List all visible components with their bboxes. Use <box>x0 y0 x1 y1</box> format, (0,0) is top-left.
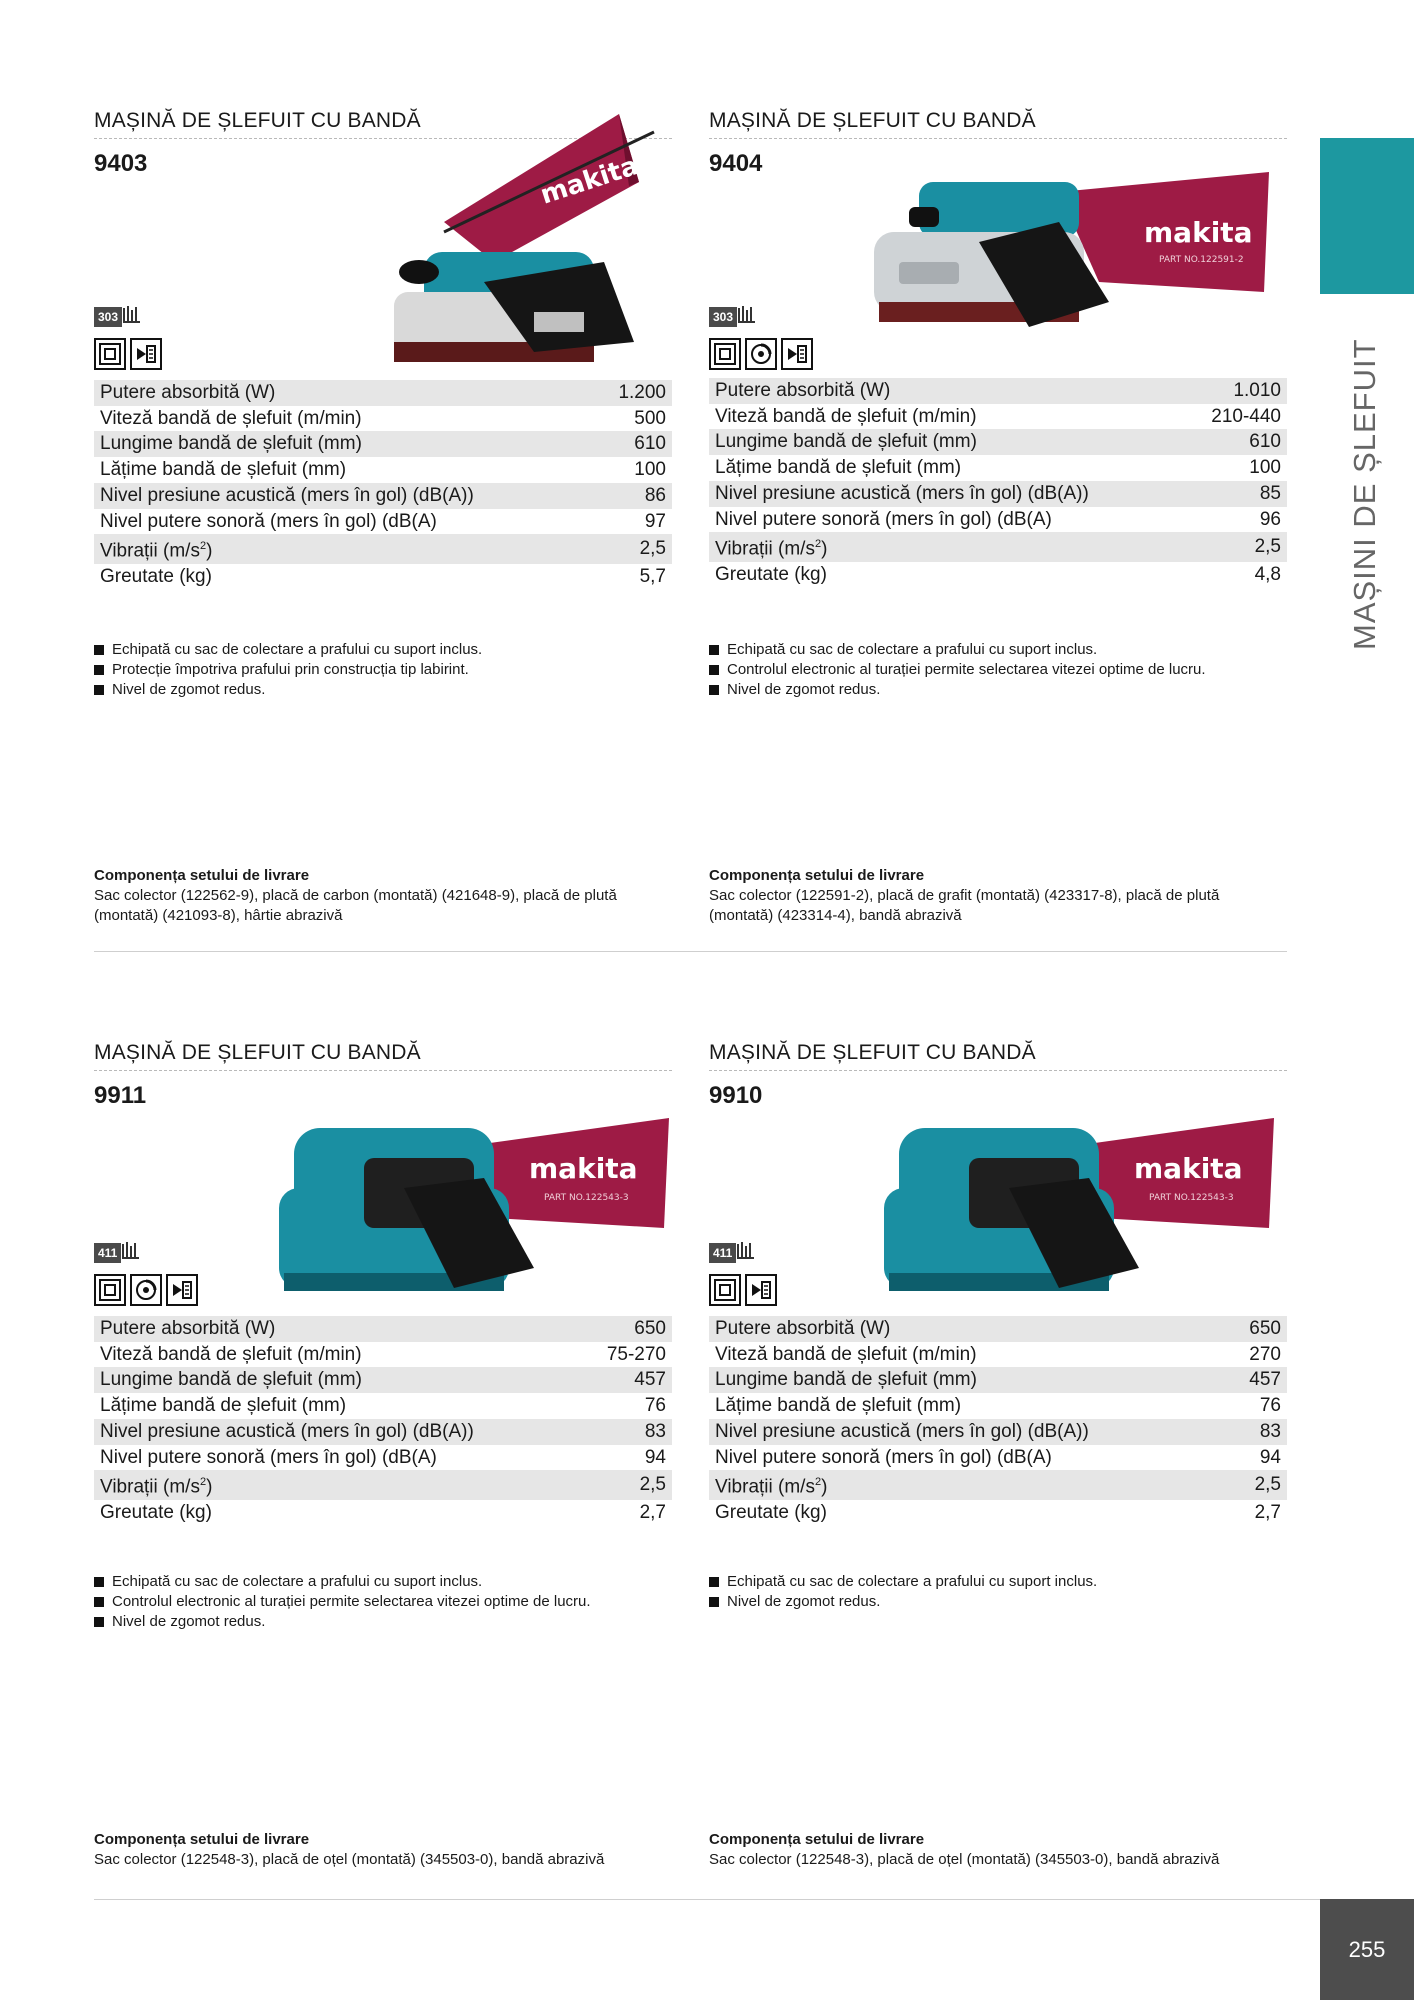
product-heading: MAȘINĂ DE ȘLEFUIT CU BANDĂ <box>94 104 672 139</box>
divider <box>94 1899 1320 1900</box>
spec-label <box>709 455 1186 481</box>
spec-label-text: Viteză bandă de șlefuit (m/min) <box>100 1343 362 1365</box>
speed-control-icon <box>130 1274 162 1306</box>
feature-list <box>94 640 482 700</box>
feature-list <box>94 1572 591 1632</box>
double-insulation-icon <box>709 338 741 370</box>
feature-icons <box>94 338 162 370</box>
spec-label <box>94 1470 582 1500</box>
spec-label-text: Viteză bandă de șlefuit (m/min) <box>715 405 977 427</box>
spec-row <box>94 457 672 483</box>
spec-value: 457 <box>1228 1367 1287 1393</box>
double-insulation-icon <box>94 338 126 370</box>
catalog-code-badge: 303 <box>94 307 122 327</box>
model-number: 9403 <box>94 150 148 177</box>
spec-row <box>94 1342 672 1368</box>
spec-label <box>709 1342 1228 1368</box>
spec-label-text: Nivel putere sonoră (mers în gol) (dB(A) <box>100 510 437 532</box>
spec-label-end: ) <box>206 1476 213 1498</box>
divider <box>94 951 1287 952</box>
spec-label-text: Greutate (kg) <box>715 564 827 586</box>
spec-label-text: Vibrații (m/s <box>715 538 815 560</box>
spec-label <box>94 1419 582 1445</box>
spec-label-text: Putere absorbită (W) <box>100 382 276 403</box>
spec-label <box>709 1500 1228 1526</box>
spec-value: 83 <box>582 1419 672 1445</box>
spec-row <box>94 1419 672 1445</box>
spec-row <box>94 1316 672 1342</box>
spec-value: 2,7 <box>639 1502 666 1524</box>
spec-label <box>709 1419 1228 1445</box>
spec-label-text: Lățime bandă de șlefuit (mm) <box>100 459 347 481</box>
spec-row <box>709 404 1287 430</box>
feature-item: Nivel de zgomot redus. <box>94 680 482 700</box>
svg-text:makita: makita <box>536 150 643 211</box>
spec-label-text: Lungime bandă de șlefuit (mm) <box>100 1369 362 1391</box>
spec-value: 500 <box>634 407 666 429</box>
svg-text:PART NO.122543-3: PART NO.122543-3 <box>544 1193 629 1203</box>
svg-text:makita: makita <box>1134 1152 1243 1185</box>
catalog-code <box>94 304 142 329</box>
spec-value: 2,7 <box>1254 1502 1281 1524</box>
spec-label <box>94 1367 582 1393</box>
feature-item: Nivel de zgomot redus. <box>94 1612 591 1632</box>
svg-text:PART NO.122543-3: PART NO.122543-3 <box>1149 1193 1234 1203</box>
spec-row <box>94 534 672 564</box>
delivery-set-text: Sac colector (122591-2), placă de grafit (montată) (423317-8), placă de plută (montată) (423314-4), bandă abrazivă <box>709 887 1220 924</box>
spec-label-text: Vibrații (m/s <box>715 1476 815 1498</box>
spec-row <box>94 564 672 590</box>
spec-label-sup: 2 <box>199 540 207 553</box>
spec-label-text: Nivel presiune acustică (mers în gol) (dB(A)) <box>715 1420 1089 1442</box>
spec-label <box>709 1393 1228 1419</box>
spec-row <box>94 1393 672 1419</box>
delivery-set-title: Componența setului de livrare <box>709 867 925 884</box>
spec-label <box>709 562 1186 588</box>
spec-row <box>94 1500 672 1526</box>
product-card <box>94 104 672 924</box>
spec-label <box>94 1393 582 1419</box>
spec-row <box>709 532 1287 562</box>
spec-value: 4,8 <box>1254 564 1281 586</box>
spec-label-text: Vibrații (m/s <box>100 1476 200 1498</box>
belt-tracking-icon <box>781 338 813 370</box>
spec-label <box>709 429 1186 455</box>
spec-label-sup: 2 <box>199 1476 207 1489</box>
spec-label-text: Lățime bandă de șlefuit (mm) <box>100 1395 347 1417</box>
product-image <box>274 1108 669 1308</box>
spec-table <box>94 1316 672 1526</box>
spec-label-text: Viteză bandă de șlefuit (m/min) <box>100 407 362 429</box>
spec-label-text: Nivel putere sonoră (mers în gol) (dB(A) <box>715 508 1052 530</box>
spec-label <box>709 378 1186 404</box>
model-number: 9911 <box>94 1082 147 1109</box>
feature-item: Protecție împotriva prafului prin construcția tip labirint. <box>94 660 482 680</box>
spec-row <box>709 1445 1287 1471</box>
product-card <box>709 104 1287 924</box>
spec-value: 457 <box>582 1367 672 1393</box>
spec-label-text: Nivel presiune acustică (mers în gol) (dB(A)) <box>715 482 1089 504</box>
spec-value: 2,5 <box>1228 1470 1287 1500</box>
double-insulation-icon <box>94 1274 126 1306</box>
spec-row <box>709 1316 1287 1342</box>
spec-value: 2,5 <box>582 1470 672 1500</box>
spec-row <box>709 455 1287 481</box>
product-heading: MAȘINĂ DE ȘLEFUIT CU BANDĂ <box>94 1036 672 1071</box>
spec-value: 2,5 <box>595 534 672 564</box>
spec-label-end: ) <box>206 540 213 562</box>
spec-value: 1.200 <box>595 380 672 406</box>
spec-row <box>709 1342 1287 1368</box>
spec-value: 610 <box>595 431 672 457</box>
spec-label-end: ) <box>821 1476 828 1498</box>
delivery-set-text: Sac colector (122548-3), placă de oțel (montată) (345503-0), bandă abrazivă <box>709 1851 1220 1868</box>
product-card <box>709 1036 1287 1868</box>
spec-label <box>94 1445 582 1471</box>
spec-row <box>709 1393 1287 1419</box>
spec-label <box>94 406 595 432</box>
spec-row <box>709 1470 1287 1500</box>
spec-label <box>709 404 1186 430</box>
belt-symbol-icon <box>121 1240 141 1265</box>
spec-value: 270 <box>1249 1343 1281 1365</box>
delivery-set <box>709 1830 1287 1870</box>
catalog-code-badge: 411 <box>94 1243 121 1263</box>
spec-label-text: Nivel presiune acustică (mers în gol) (dB(A)) <box>100 484 474 506</box>
spec-row <box>94 406 672 432</box>
delivery-set <box>94 866 672 926</box>
section-tab <box>1320 138 1414 294</box>
spec-label-text: Lungime bandă de șlefuit (mm) <box>715 431 977 453</box>
belt-symbol-icon <box>122 304 142 329</box>
spec-value: 100 <box>634 459 666 481</box>
spec-label-text: Greutate (kg) <box>100 566 212 588</box>
delivery-set-text: Sac colector (122548-3), placă de oțel (montată) (345503-0), bandă abrazivă <box>94 1851 605 1868</box>
spec-label <box>709 532 1186 562</box>
feature-icons <box>709 338 813 370</box>
feature-item: Echipată cu sac de colectare a prafului cu suport inclus. <box>709 640 1206 660</box>
feature-item: Controlul electronic al turației permite selectarea vitezei optime de lucru. <box>709 660 1206 680</box>
spec-label-text: Lățime bandă de șlefuit (mm) <box>715 457 962 479</box>
belt-symbol-icon <box>736 1240 756 1265</box>
spec-label-text: Putere absorbită (W) <box>100 1318 276 1339</box>
spec-value: 96 <box>1259 508 1281 530</box>
spec-value: 83 <box>1228 1419 1287 1445</box>
spec-label-text: Greutate (kg) <box>100 1502 212 1524</box>
spec-label <box>94 1316 582 1342</box>
spec-row <box>94 483 672 509</box>
feature-item: Echipată cu sac de colectare a prafului cu suport inclus. <box>94 1572 591 1592</box>
spec-row <box>94 509 672 535</box>
spec-value: 86 <box>595 483 672 509</box>
catalog-code <box>709 304 757 329</box>
spec-row <box>709 562 1287 588</box>
spec-row <box>94 1470 672 1500</box>
spec-row <box>94 431 672 457</box>
spec-label-text: Vibrații (m/s <box>100 540 200 562</box>
spec-label-text: Greutate (kg) <box>715 1502 827 1524</box>
spec-label <box>709 1445 1228 1471</box>
spec-label-text: Putere absorbită (W) <box>715 380 891 401</box>
spec-label <box>709 1367 1228 1393</box>
feature-item: Nivel de zgomot redus. <box>709 680 1206 700</box>
spec-value: 94 <box>644 1446 666 1468</box>
page-number-text: 255 <box>1348 1936 1386 1962</box>
catalog-code <box>94 1240 141 1265</box>
delivery-set-title: Componența setului de livrare <box>94 1831 310 1848</box>
spec-value: 76 <box>644 1395 666 1417</box>
spec-label <box>94 483 595 509</box>
product-image <box>859 152 1274 352</box>
delivery-set-title: Componența setului de livrare <box>94 867 310 884</box>
product-image <box>384 112 669 374</box>
spec-row <box>709 507 1287 533</box>
spec-label-text: Nivel putere sonoră (mers în gol) (dB(A) <box>715 1446 1052 1468</box>
spec-row <box>94 380 672 406</box>
svg-text:makita: makita <box>529 1152 638 1185</box>
spec-label-end: ) <box>821 538 828 560</box>
spec-value: 75-270 <box>606 1343 666 1365</box>
spec-value: 1.010 <box>1186 378 1287 404</box>
feature-list <box>709 1572 1097 1612</box>
belt-tracking-icon <box>745 1274 777 1306</box>
section-label: MAȘINI DE ȘLEFUIT <box>1347 338 1382 650</box>
delivery-set <box>709 866 1287 926</box>
catalog-code-badge: 411 <box>709 1243 736 1263</box>
model-number: 9404 <box>709 150 763 177</box>
spec-label-text: Viteză bandă de șlefuit (m/min) <box>715 1343 977 1365</box>
spec-value: 650 <box>1228 1316 1287 1342</box>
catalog-code <box>709 1240 756 1265</box>
spec-table <box>709 378 1287 588</box>
spec-label <box>94 509 595 535</box>
spec-value: 94 <box>1259 1446 1281 1468</box>
spec-label-sup: 2 <box>814 538 822 551</box>
product-image <box>879 1108 1279 1308</box>
product-card <box>94 1036 672 1868</box>
product-heading: MAȘINĂ DE ȘLEFUIT CU BANDĂ <box>709 104 1287 139</box>
spec-value: 100 <box>1249 457 1281 479</box>
feature-item: Echipată cu sac de colectare a prafului cu suport inclus. <box>94 640 482 660</box>
spec-label <box>94 431 595 457</box>
feature-list <box>709 640 1206 700</box>
feature-icons <box>709 1274 777 1306</box>
spec-label <box>94 534 595 564</box>
model-number: 9910 <box>709 1082 763 1109</box>
spec-value: 5,7 <box>639 566 666 588</box>
spec-label <box>94 457 595 483</box>
spec-table <box>709 1316 1287 1526</box>
svg-text:PART NO.122591-2: PART NO.122591-2 <box>1159 255 1244 265</box>
spec-value: 85 <box>1186 481 1287 507</box>
feature-icons <box>94 1274 198 1306</box>
delivery-set <box>94 1830 672 1870</box>
spec-label <box>709 1316 1228 1342</box>
spec-label <box>709 507 1186 533</box>
feature-item: Nivel de zgomot redus. <box>709 1592 1097 1612</box>
spec-row <box>94 1445 672 1471</box>
spec-value: 76 <box>1259 1395 1281 1417</box>
spec-label <box>709 481 1186 507</box>
double-insulation-icon <box>709 1274 741 1306</box>
spec-row <box>709 1500 1287 1526</box>
spec-table <box>94 380 672 590</box>
spec-row <box>709 1367 1287 1393</box>
spec-row <box>709 481 1287 507</box>
product-heading: MAȘINĂ DE ȘLEFUIT CU BANDĂ <box>709 1036 1287 1071</box>
spec-label-text: Putere absorbită (W) <box>715 1318 891 1339</box>
spec-value: 2,5 <box>1186 532 1287 562</box>
spec-row <box>709 1419 1287 1445</box>
belt-tracking-icon <box>130 338 162 370</box>
catalog-code-badge: 303 <box>709 307 737 327</box>
spec-value: 650 <box>582 1316 672 1342</box>
delivery-set-title: Componența setului de livrare <box>709 1831 925 1848</box>
spec-value: 210-440 <box>1211 405 1281 427</box>
page-number <box>1320 1899 1414 2000</box>
feature-item: Echipată cu sac de colectare a prafului cu suport inclus. <box>709 1572 1097 1592</box>
spec-label-text: Lățime bandă de șlefuit (mm) <box>715 1395 962 1417</box>
svg-text:makita: makita <box>1144 216 1253 249</box>
delivery-set-text: Sac colector (122562-9), placă de carbon (montată) (421648-9), placă de plută (montată) (421093-8), hârtie abrazivă <box>94 887 617 924</box>
feature-item: Controlul electronic al turației permite selectarea vitezei optime de lucru. <box>94 1592 591 1612</box>
spec-label-sup: 2 <box>814 1476 822 1489</box>
speed-control-icon <box>745 338 777 370</box>
spec-label-text: Lungime bandă de șlefuit (mm) <box>100 433 362 455</box>
belt-tracking-icon <box>166 1274 198 1306</box>
spec-label-text: Nivel putere sonoră (mers în gol) (dB(A) <box>100 1446 437 1468</box>
spec-label-text: Nivel presiune acustică (mers în gol) (dB(A)) <box>100 1420 474 1442</box>
spec-value: 97 <box>644 510 666 532</box>
spec-row <box>709 378 1287 404</box>
spec-label-text: Lungime bandă de șlefuit (mm) <box>715 1369 977 1391</box>
spec-label <box>94 564 595 590</box>
spec-row <box>94 1367 672 1393</box>
spec-label <box>709 1470 1228 1500</box>
spec-row <box>709 429 1287 455</box>
spec-label <box>94 1342 582 1368</box>
spec-value: 610 <box>1186 429 1287 455</box>
spec-label <box>94 380 595 406</box>
belt-symbol-icon <box>737 304 757 329</box>
spec-label <box>94 1500 582 1526</box>
